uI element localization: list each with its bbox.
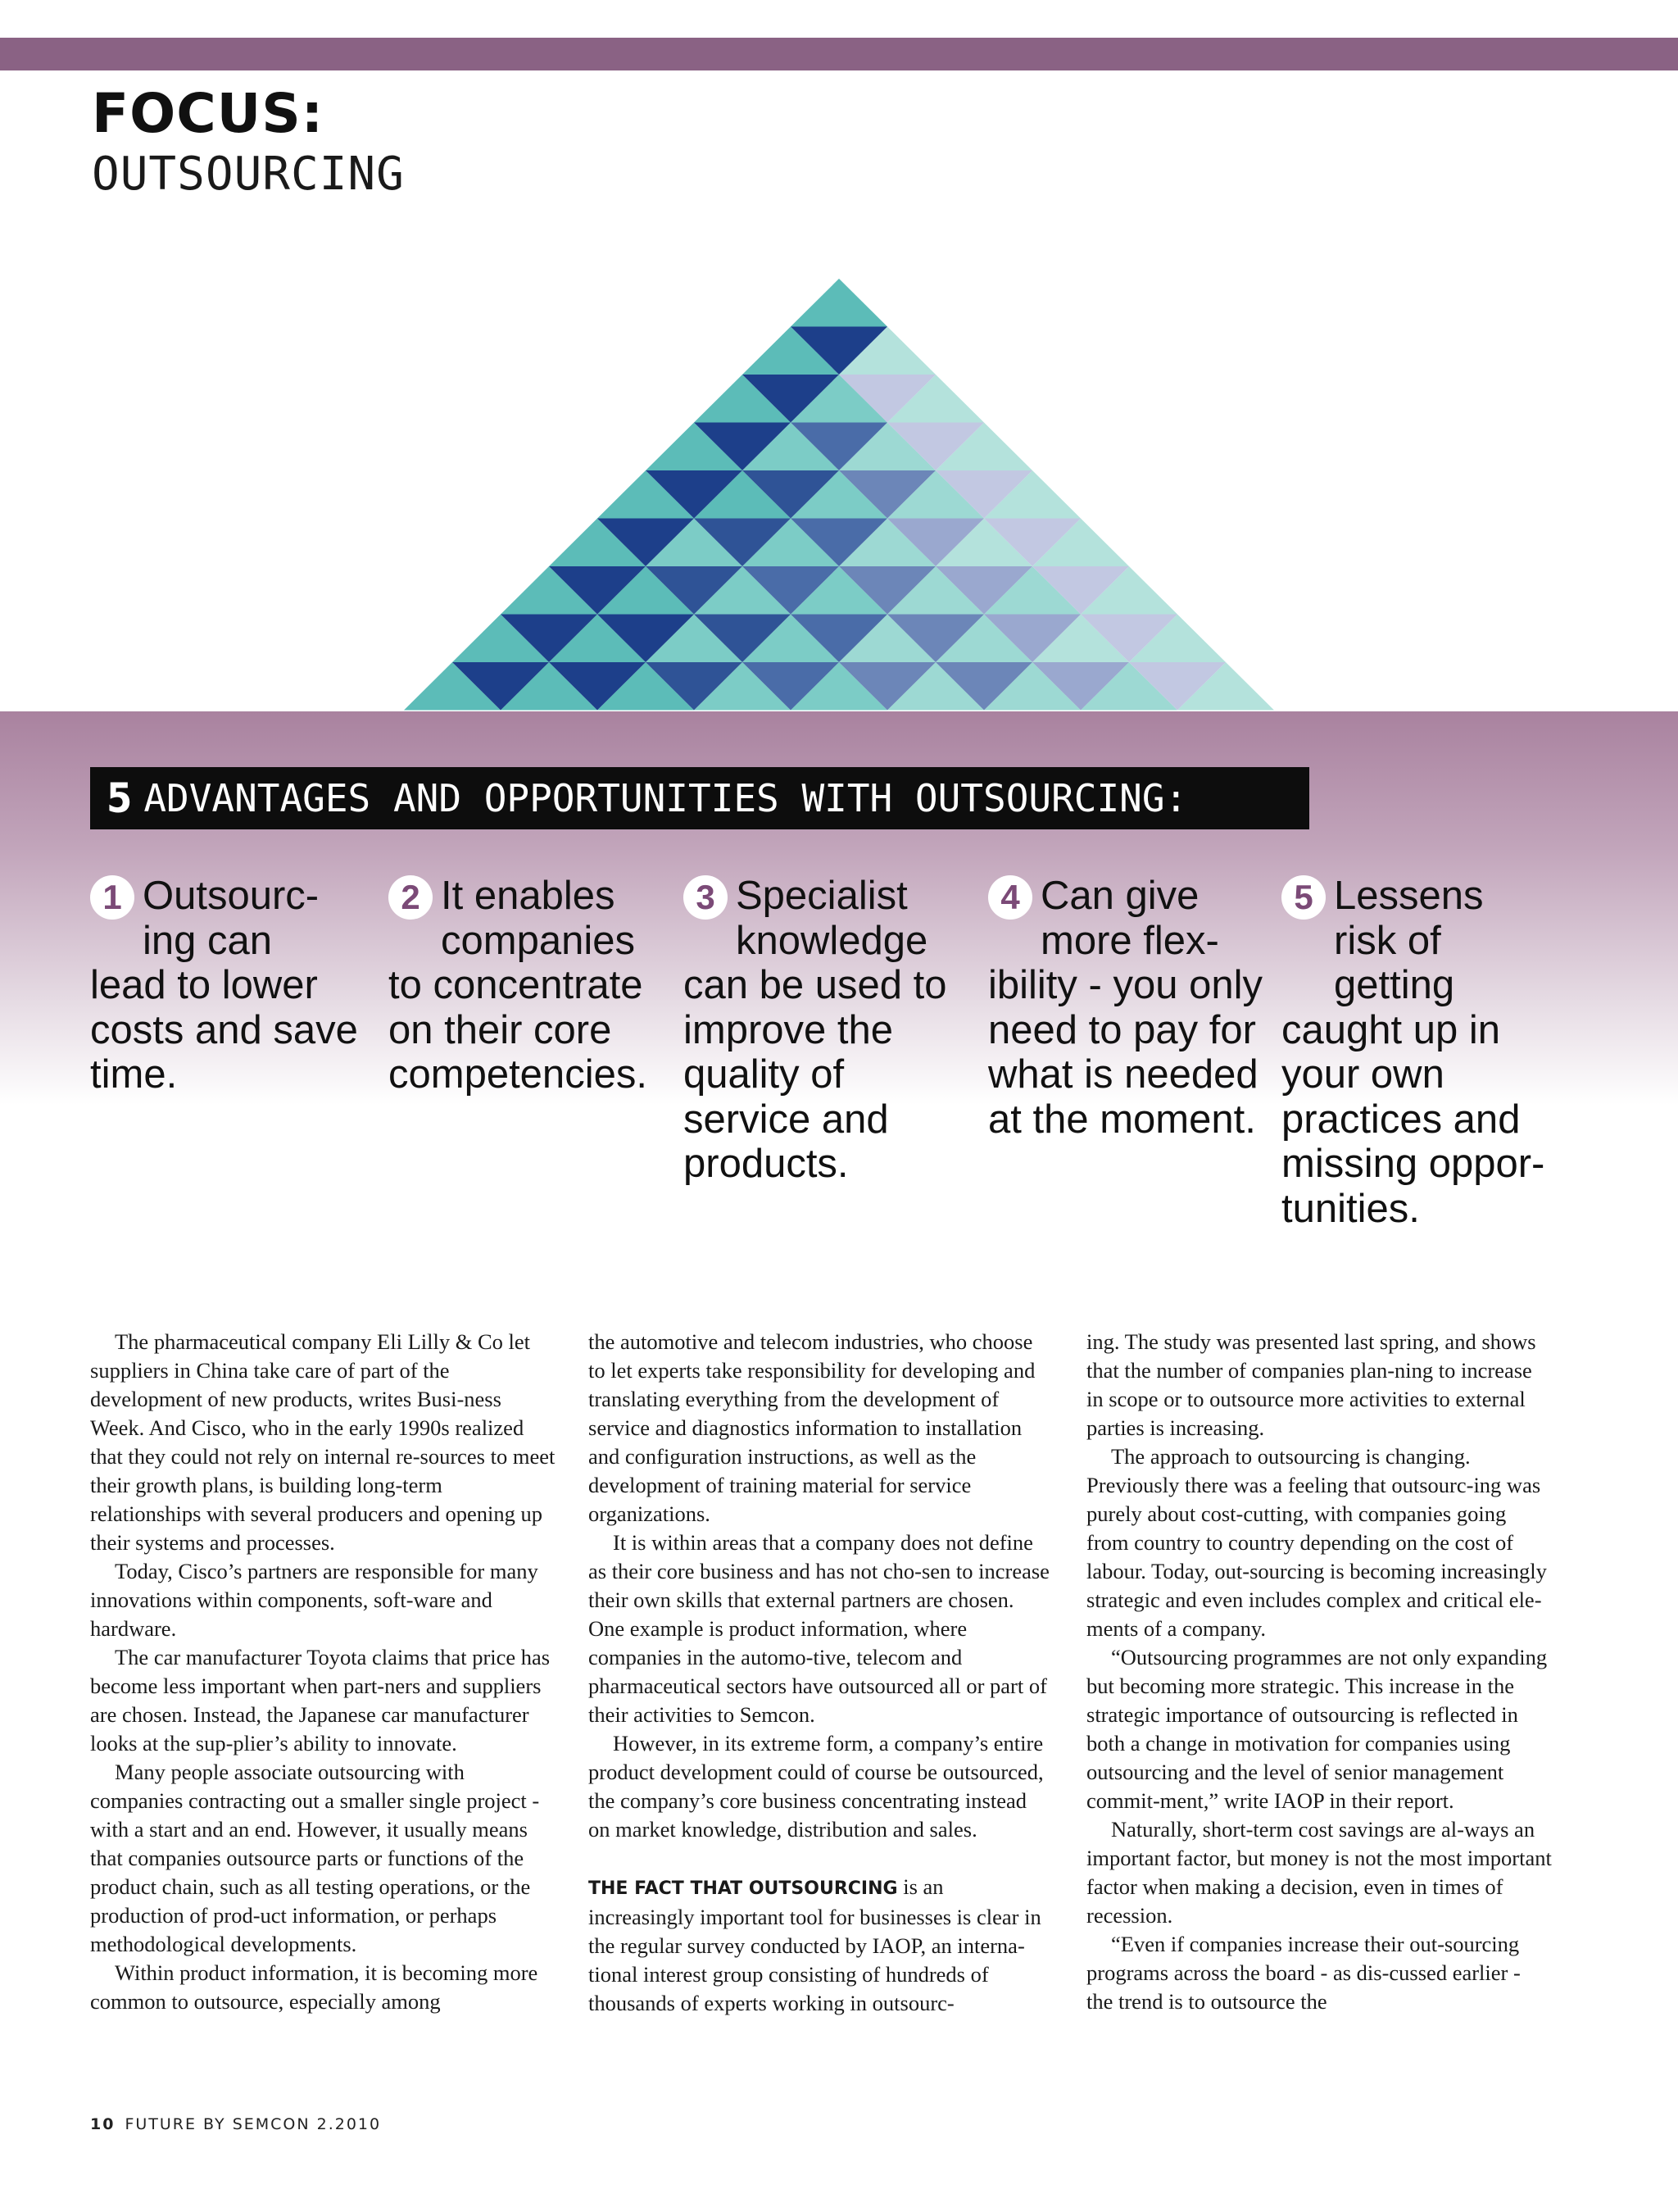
top-color-bar [0,38,1678,70]
paragraph: The approach to outsourcing is changing. Previously there was a feeling that outsourc-ing was purely about cost-cutting, with companies going from country to country depending on the cost of labour. Today, out-sourcing is becoming increasingly strategic and even includes complex and critical ele-ments of a company. [1086,1444,1547,1641]
article-column-2 [588,1328,1054,2018]
paragraph: “Even if companies increase their out-sourcing programs across the board - as dis-cussed earlier - the trend is to outsource the [1086,1932,1521,2014]
paragraph [588,1873,1054,2018]
advantage-text-lead: Specialist knowledge [736,874,928,963]
advantage-text: to concentrate on their core competencies. [388,963,647,1097]
advantage-text: can be used to improve the quality of service and products. [683,963,947,1186]
advantage-number-badge: 3 [683,875,728,920]
article-column-1 [90,1328,556,2016]
lead-in-text: is an increasingly important tool for businesses is clear in the regular survey conducted by IAOP, an interna-tional interest group consisting of hundreds of thousands of experts working in outsourc- [588,1874,1041,2015]
section-label: FOCUS: [92,82,324,145]
paragraph: “Outsourcing programmes are not only expanding but becoming more strategic. This increase in the strategic importance of outsourcing is reflected in both a change in motivation for companies using outsourcing and the level of senior management commit-ment,” write IAOP in their report. [1086,1645,1548,1813]
advantage-item [683,874,962,1187]
paragraph: the automotive and telecom industries, who choose to let experts take responsibility for developing and translating everything from the development of service and diagnostics information to installation and configuration instructions, as well as the development of training material for service organizations. [588,1329,1036,1526]
advantage-number-badge: 1 [90,875,134,920]
advantage-item [1281,874,1560,1231]
pyramid-triangle [791,279,887,327]
advantage-item [90,874,369,1097]
paragraph: However, in its extreme form, a company’s entire product development could of course be outsourced, the company’s core business concentrating instead on market knowledge, distribution and sales. [588,1731,1044,1842]
advantages-heading [90,767,1309,829]
advantage-item [388,874,667,1097]
advantage-text: lead to lower costs and save time. [90,963,358,1097]
page-footer [90,2115,381,2133]
advantages-count: 5 [107,774,133,822]
publication-name: FUTURE BY SEMCON 2.2010 [125,2115,382,2133]
paragraph: The car manufacturer Toyota claims that price has become less important when part-ners and suppliers are chosen. Instead, the Japanese car manufacturer looks at the sup-plier’s ability to innovate. [90,1645,551,1756]
lead-in: THE FACT THAT OUTSOURCING [588,1878,898,1899]
advantage-number-badge: 4 [988,875,1032,920]
advantage-text-lead: Lessens risk of getting [1334,874,1484,1007]
section-topic: OUTSOURCING [92,148,405,201]
page-number: 10 [90,2115,116,2133]
advantage-item [988,874,1267,1142]
advantage-text: caught up in your own practices and missing oppor-tunities. [1281,1007,1545,1231]
paragraph: Many people associate outsourcing with companies contracting out a smaller single project - with a start and an end. However, it usually means that companies outsource parts or functions of the product chain, such as all testing operations, or the production of prod-uct information, or perhaps methodological developments. [90,1760,540,1956]
advantage-text-lead: Outsourc-ing can [143,874,320,963]
advantage-text-lead: It enables companies [441,874,635,963]
advantage-text: ibility - you only need to pay for what is needed at the moment. [988,963,1263,1142]
advantage-text-lead: Can give more flex- [1041,874,1219,963]
pyramid-illustration [388,279,1290,713]
advantage-number-badge: 2 [388,875,433,920]
article-column-3 [1086,1328,1552,2016]
advantages-title: ADVANTAGES AND OPPORTUNITIES WITH OUTSOURCING: [143,776,1188,820]
paragraph: Today, Cisco’s partners are responsible for many innovations within components, soft-ware and hardware. [90,1559,538,1641]
paragraph: The pharmaceutical company Eli Lilly & Co let suppliers in China take care of part of the development of new products, writes Busi-ness Week. And Cisco, who in the early 1990s realized that they could not rely on internal re-sources to meet their growth plans, is building long-term relationships with several producers and opening up their systems and processes. [90,1329,556,1555]
paragraph: It is within areas that a company does not define as their core business and has not cho-sen to increase their own skills that external partners are chosen. One example is product information, where companies in the automo-tive, telecom and pharmaceutical sectors have outsourced all or part of their activities to Semcon. [588,1530,1050,1727]
paragraph: Naturally, short-term cost savings are al-ways an important factor, but money is not the most important factor when making a decision, even in times of recession. [1086,1817,1552,1928]
paragraph: Within product information, it is becoming more common to outsource, especially among [90,1960,538,2014]
advantage-number-badge: 5 [1281,875,1326,920]
paragraph: ing. The study was presented last spring, and shows that the number of companies plan-ning to increase in scope or to outsource more activities to external parties is increasing. [1086,1329,1536,1440]
